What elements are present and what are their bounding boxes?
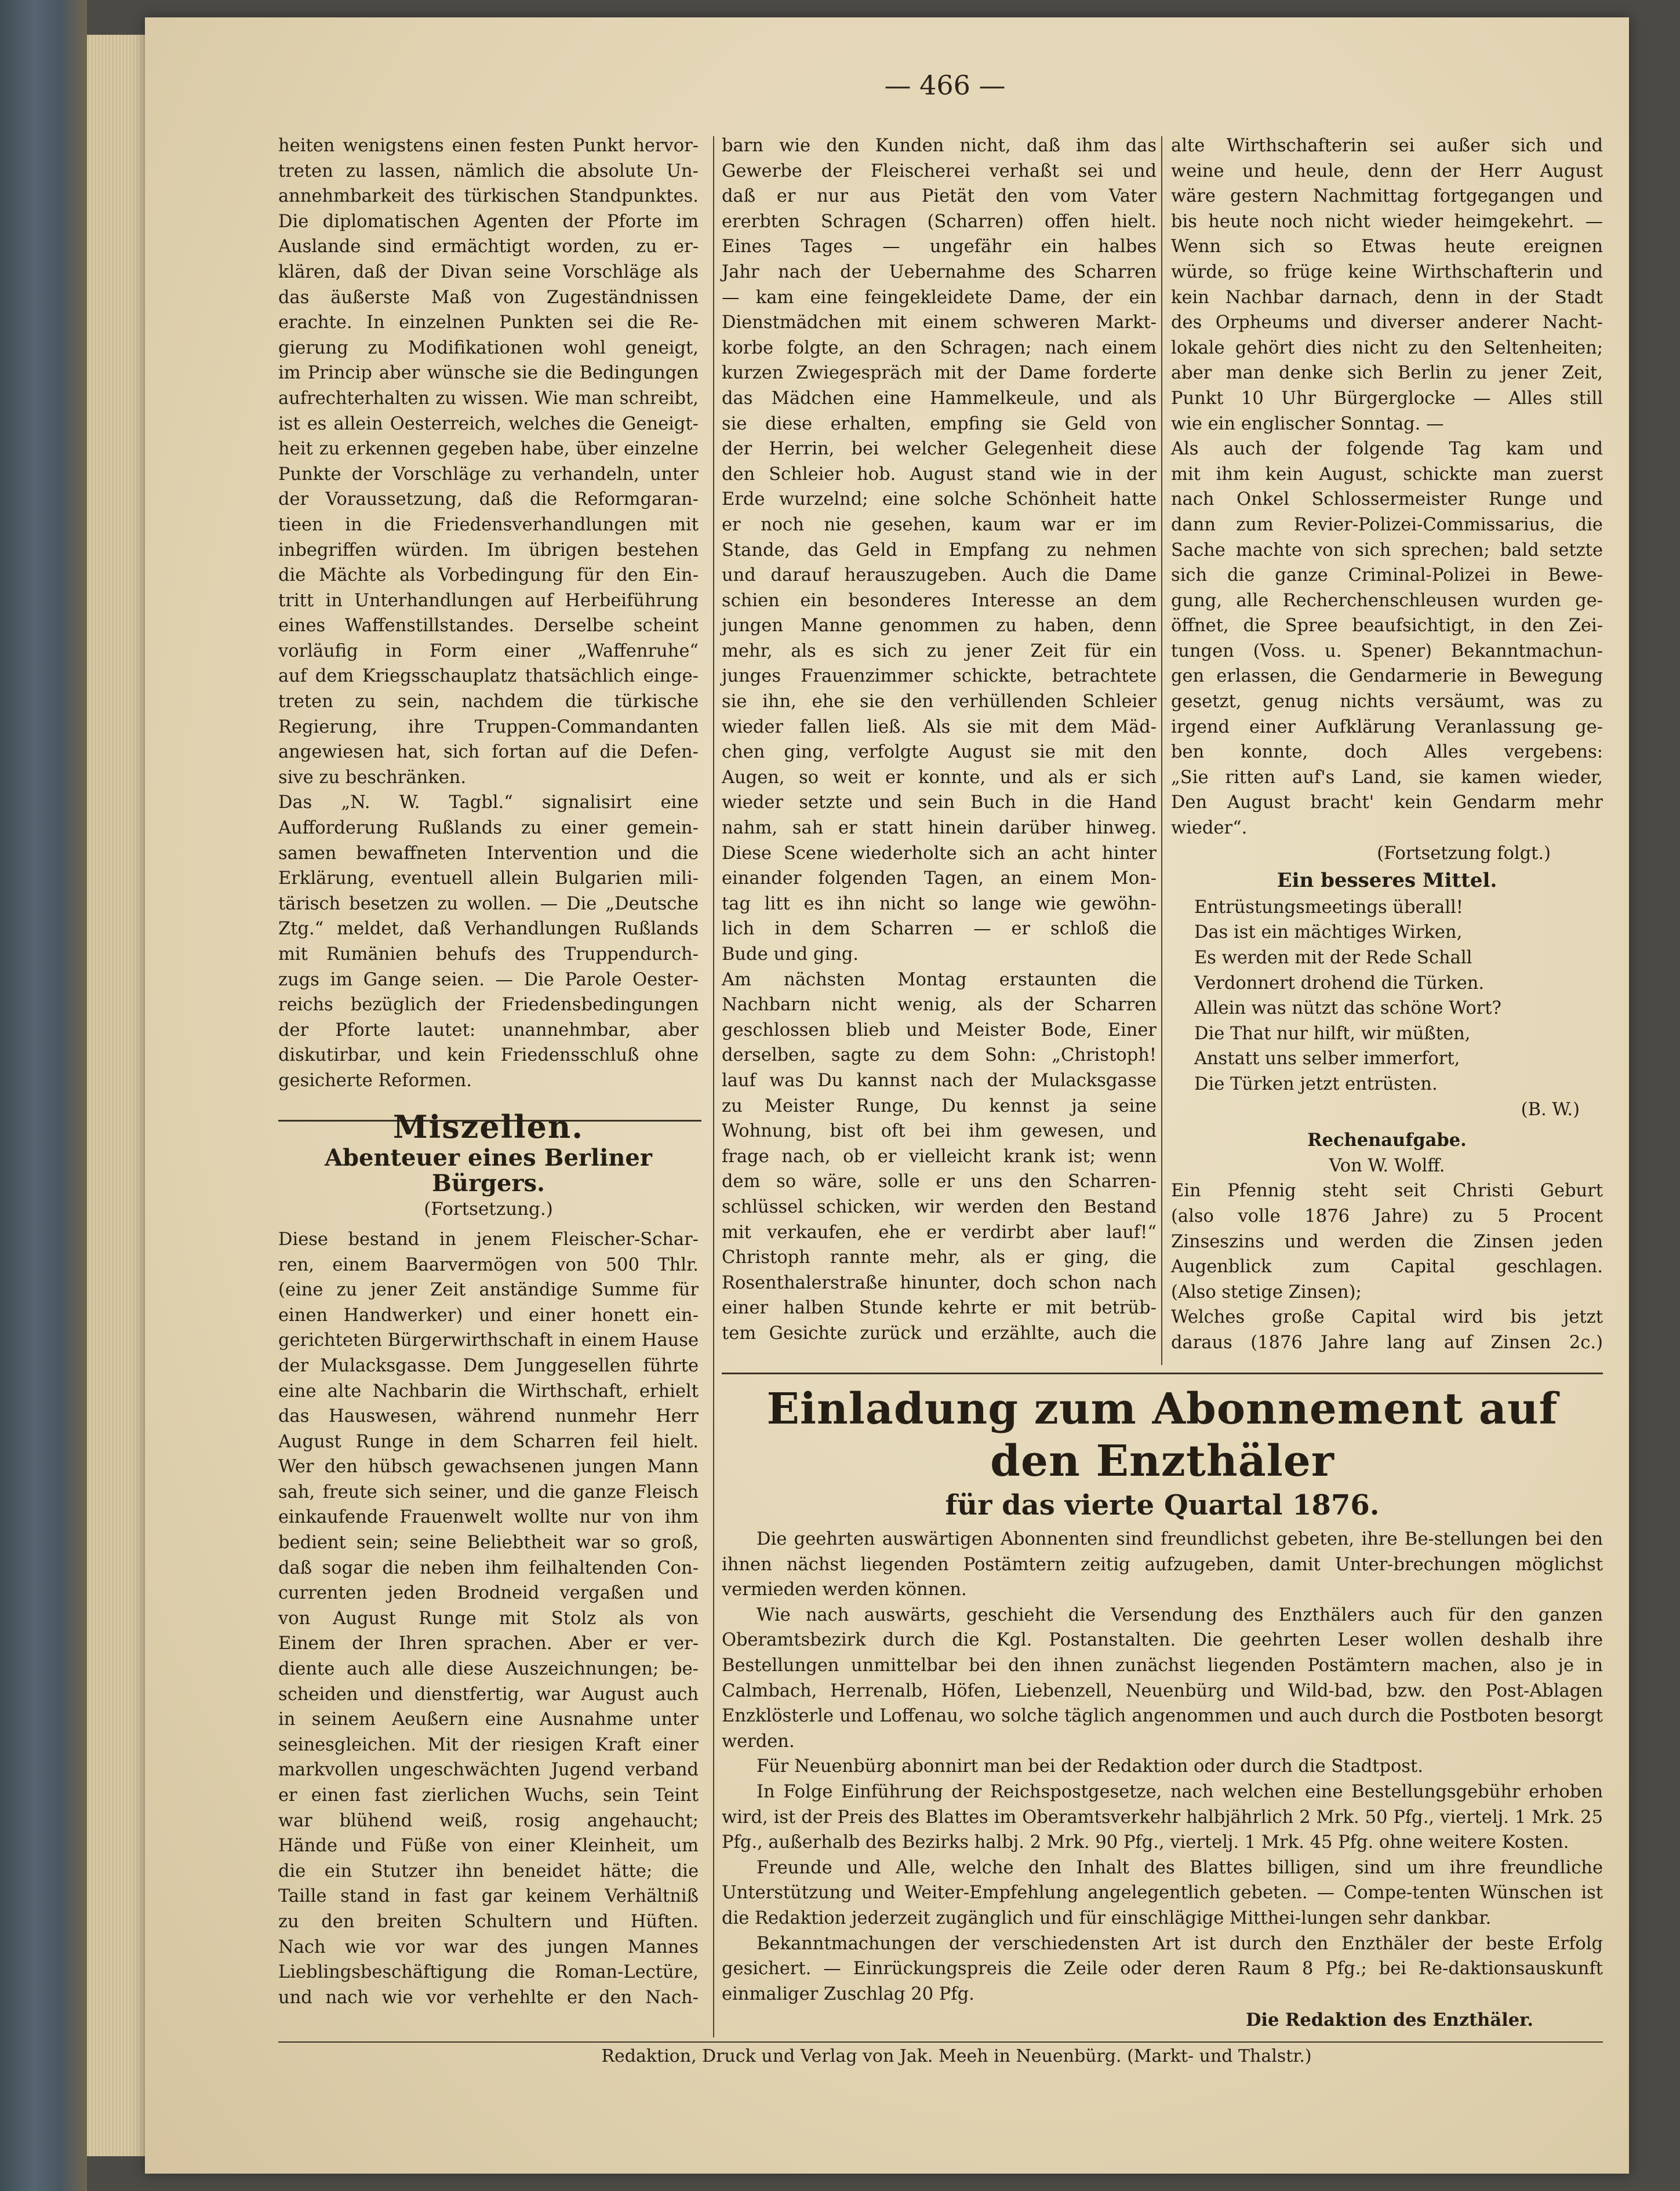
text-line: Das „N. W. Tagbl.“ signalisirt eine xyxy=(278,792,699,813)
text-line: im Princip aber wünsche sie die Bedingungen xyxy=(278,363,699,384)
story-text-end xyxy=(1171,133,1603,841)
text-line: Erde wurzelnd; eine solche Schönheit hatte xyxy=(722,489,1157,510)
text-line: Jahr nach der Uebernahme des Scharren xyxy=(722,261,1157,282)
text-line: lich in dem Scharren — er schloß die xyxy=(722,919,1157,940)
text-line: einen Handwerker) und einer honett ein- xyxy=(278,1305,699,1326)
text-line: Bude und ging. xyxy=(722,944,859,965)
text-line: Eines Tages — ungefähr ein halbes xyxy=(722,236,1157,257)
notice-paragraph: Wie nach auswärts, geschieht die Versendung des Enzthälers auch für den ganzen Oberamtsbezirk durch die Kgl. Postanstalten. Die geehrten Leser wollen deshalb ihre Bestellungen unmittelbar bei den ihnen zunächst liegenden Postämtern machen, also je in Calmbach, Herrenalb, Höfen, Liebenzell, Neuenbürg und Wild-bad, bzw. den Post-Ablagen Enzklösterle und Loffenau, wo solche täglich angenommen und auch durch die Postboten besorgt werden. xyxy=(722,1604,1603,1752)
text-line: tag litt es ihn nicht so lange wie gewöhn- xyxy=(722,893,1157,914)
text-line: gesicherte Reformen. xyxy=(278,1070,472,1091)
notice-subtitle: für das vierte Quartal 1876. xyxy=(945,1489,1380,1522)
text-line: barn wie den Kunden nicht, daß ihm das xyxy=(722,136,1157,156)
text-line: scheiden und dienstfertig, war August auch xyxy=(278,1684,699,1705)
text-line: jungen Manne genommen zu haben, denn xyxy=(722,616,1157,636)
text-line: in seinem Aeußern eine Ausnahme unter xyxy=(278,1709,699,1730)
text-line: Regierung, ihre Truppen-Commandanten xyxy=(278,716,699,737)
text-line: der Herrin, bei welcher Gelegenheit diese xyxy=(722,439,1157,460)
text-line: Punkte der Vorschläge zu verhandeln, unter xyxy=(278,464,699,485)
text-line: alte Wirthschafterin sei außer sich und xyxy=(1171,136,1603,156)
poem-line: Es werden mit der Rede Schall xyxy=(1194,948,1472,968)
notice-title: Einladung zum Abonnement auf den Enzthäler xyxy=(766,1384,1558,1486)
text-line: seinesgleichen. Mit der riesigen Kraft einer xyxy=(278,1734,699,1755)
imprint: Redaktion, Druck und Verlag von Jak. Meeh in Neuenbürg. (Markt- und Thalstr.) xyxy=(601,2046,1312,2066)
story-title: Abenteuer eines Berliner Bürgers. xyxy=(325,1144,652,1197)
story-text-continued xyxy=(722,133,1157,1346)
text-line: der Pforte lautet: unannehmbar, aber xyxy=(278,1020,699,1040)
column-2 xyxy=(722,133,1157,1346)
text-line: heiten wenigstens einen festen Punkt hervor- xyxy=(278,136,699,156)
text-line: der Mulacksgasse. Dem Junggesellen führte xyxy=(278,1355,699,1376)
text-line: Den August bracht' kein Gendarm mehr xyxy=(1171,792,1603,813)
text-line: daß er nur aus Pietät den vom Vater xyxy=(722,186,1157,207)
text-line: eine alte Nachbarin die Wirthschaft, erhielt xyxy=(278,1381,699,1402)
text-line: Welches große Capital wird bis jetzt xyxy=(1171,1307,1603,1328)
text-line: Wenn sich so Etwas heute ereignen xyxy=(1171,236,1603,257)
text-line: und darauf herauszugeben. Auch die Dame xyxy=(722,565,1157,586)
text-line: einkaufende Frauenwelt wollte nur von ihm xyxy=(278,1507,699,1528)
text-line: ben konnte, doch Alles vergebens: xyxy=(1171,742,1603,763)
text-line: von August Runge mit Stolz als von xyxy=(278,1608,699,1629)
text-line: daraus (1876 Jahre lang auf Zinsen 2c.) xyxy=(1171,1332,1603,1353)
text-line: sah, freute sich seiner, und die ganze Fleisch xyxy=(278,1482,699,1502)
footer-divider xyxy=(278,2041,1603,2043)
poem-line: Die That nur hilft, wir müßten, xyxy=(1194,1023,1471,1044)
text-line: ererbten Schragen (Scharren) offen hielt. xyxy=(722,211,1157,232)
text-line: — kam eine feingekleidete Dame, der ein xyxy=(722,287,1157,308)
text-line: nach Onkel Schlossermeister Runge und xyxy=(1171,489,1603,510)
text-line: lauf was Du kannst nach der Mulacksgasse xyxy=(722,1070,1157,1091)
column-3 xyxy=(1171,133,1603,1356)
text-line: inbegriffen würden. Im übrigen bestehen xyxy=(278,540,699,561)
poem-line: Anstatt uns selber immerfort, xyxy=(1194,1049,1460,1069)
text-line: Nachbarn nicht wenig, als der Scharren xyxy=(722,995,1157,1016)
text-line: öffnet, die Spree beaufsichtigt, in den Zei- xyxy=(1171,616,1603,636)
story-text xyxy=(278,1227,699,2010)
poem xyxy=(1171,895,1603,1097)
text-line: geschlossen blieb und Meister Bode, Einer xyxy=(722,1020,1157,1040)
text-line: kein Nachbar darnach, denn in der Stadt xyxy=(1171,287,1603,308)
text-line: Einem der Ihren sprachen. Aber er ver- xyxy=(278,1633,699,1654)
text-line: Diese Scene wiederholte sich an acht hinter xyxy=(722,843,1157,864)
page-number: — 466 — xyxy=(884,70,1006,101)
text-line: daß sogar die neben ihm feilhaltenden Con- xyxy=(278,1557,699,1578)
text-line: wäre gestern Nachmittag fortgegangen und xyxy=(1171,186,1603,207)
column-divider-1 xyxy=(713,136,714,2037)
notice-paragraph: Bekanntmachungen der verschiedensten Art ist durch den Enzthäler der beste Erfolg gesichert. — Einrückungspreis die Zeile oder deren Raum 8 Pfg.; bei Re-daktionsauskunft einmaliger Zuschlag 20 Pfg. xyxy=(722,1933,1603,2004)
text-line: gierung zu Modifikationen wohl geneigt, xyxy=(278,337,699,358)
text-line: treten zu lassen, nämlich die absolute Un- xyxy=(278,161,699,181)
text-line: Rosenthalerstraße hinunter, doch schon nach xyxy=(722,1272,1157,1293)
riddle-title: Rechenaufgabe. xyxy=(1307,1130,1467,1151)
text-line: gesetzt, genug nichts versäumt, was zu xyxy=(1171,691,1603,712)
text-line: und nach wie vor verhehlte er den Nach- xyxy=(278,1987,699,2008)
text-line: tärisch besetzen zu wollen. — Die „Deutsche xyxy=(278,893,699,914)
text-line: das Mädchen eine Hammelkeule, und als xyxy=(722,388,1157,409)
text-line: bedient sein; seine Beliebtheit war so groß, xyxy=(278,1533,699,1553)
text-line: (also volle 1876 Jahre) zu 5 Procent xyxy=(1171,1206,1603,1226)
text-line: weine und heule, denn der Herr August xyxy=(1171,161,1603,181)
text-line: Ein Pfennig steht seit Christi Geburt xyxy=(1171,1181,1603,1202)
text-line: (eine zu jener Zeit anständige Summe für xyxy=(278,1280,699,1301)
text-line: gen erlassen, die Gendarmerie in Bewegung xyxy=(1171,666,1603,687)
text-line: Dienstmädchen mit einem schweren Markt- xyxy=(722,312,1157,333)
book-binding xyxy=(0,0,87,2191)
text-line: sie diese erhalten, empfing sie Geld von xyxy=(722,413,1157,434)
text-line: klären, daß der Divan seine Vorschläge als xyxy=(278,261,699,282)
text-line: reichs bezüglich der Friedensbedingungen xyxy=(278,995,699,1016)
text-line: er einen fast zierlichen Wuchs, sein Teint xyxy=(278,1785,699,1806)
text-line: Sache machte von sich sprechen; bald setzte xyxy=(1171,540,1603,561)
text-line: Gewerbe der Fleischerei verhaßt sei und xyxy=(722,161,1157,181)
politics-article xyxy=(278,133,699,1094)
text-line: aber man denke sich Berlin zu jener Zeit, xyxy=(1171,363,1603,384)
text-line: zugs im Gange seien. — Die Parole Oester- xyxy=(278,969,699,990)
text-line: chen ging, verfolgte August sie mit den xyxy=(722,742,1157,763)
text-line: tieen in die Friedensverhandlungen mit xyxy=(278,514,699,535)
text-line: mit Rumänien behufs des Truppendurch- xyxy=(278,944,699,965)
text-line: Am nächsten Montag erstaunten die xyxy=(722,969,1157,990)
text-line: tungen (Voss. u. Spener) Bekanntmachun- xyxy=(1171,640,1603,661)
text-line: einer halben Stunde kehrte er mit betrüb- xyxy=(722,1298,1157,1319)
poem-signature: (B. W.) xyxy=(1521,1099,1580,1120)
text-line: tem Gesichte zurück und erzählte, auch die xyxy=(722,1323,1157,1344)
text-line: Stande, das Geld in Empfang zu nehmen xyxy=(722,540,1157,561)
text-line: Die diplomatischen Agenten der Pforte im xyxy=(278,211,699,232)
text-line: des Orpheums und diverser anderer Nacht- xyxy=(1171,312,1603,333)
text-line: irgend einer Aufklärung Veranlassung ge- xyxy=(1171,716,1603,737)
section-title: Miszellen. xyxy=(392,1108,584,1145)
text-line: treten zu sein, nachdem die türkische xyxy=(278,691,699,712)
text-line: erachte. In einzelnen Punkten sei die Re- xyxy=(278,312,699,333)
text-line: dann zum Revier-Polizei-Commissarius, die xyxy=(1171,514,1603,535)
text-line: den Schleier hob. August stand wie in der xyxy=(722,464,1157,485)
text-line: auf dem Kriegsschauplatz thatsächlich einge- xyxy=(278,666,699,687)
text-line: Hände und Füße von einer Kleinheit, um xyxy=(278,1836,699,1857)
text-line: mit ihm kein August, schickte man zuerst xyxy=(1171,464,1603,485)
text-line: „Sie ritten auf's Land, sie kamen wieder, xyxy=(1171,767,1603,788)
text-line: Diese bestand in jenem Fleischer-Schar- xyxy=(278,1229,699,1250)
text-line: tritt in Unterhandlungen auf Herbeiführung xyxy=(278,590,699,611)
notice-paragraph: Für Neuenbürg abonnirt man bei der Redaktion oder durch die Stadtpost. xyxy=(757,1756,1424,1777)
column-divider-2 xyxy=(1161,136,1162,1365)
text-line: zu den breiten Schultern und Hüften. xyxy=(278,1911,699,1932)
text-line: sich die ganze Criminal-Polizei in Bewe- xyxy=(1171,565,1603,586)
notice-signature: Die Redaktion des Enzthäler. xyxy=(1245,2010,1533,2031)
text-line: bis heute noch nicht wieder heimgekehrt. — xyxy=(1171,211,1603,232)
text-line: wieder fallen ließ. Als sie mit dem Mäd- xyxy=(722,716,1157,737)
text-line: Taille stand in fast gar keinem Verhältniß xyxy=(278,1886,699,1907)
text-line: markvollen ungeschwächten Jugend verband xyxy=(278,1760,699,1781)
text-line: Augenblick zum Capital geschlagen. xyxy=(1171,1257,1603,1278)
text-line: derselben, sagte zu dem Sohn: „Christoph! xyxy=(722,1045,1157,1066)
text-line: wieder setzte und sein Buch in die Hand xyxy=(722,792,1157,813)
text-line: das Hauswesen, während nunmehr Herr xyxy=(278,1406,699,1427)
text-line: Punkt 10 Uhr Bürgerglocke — Alles still xyxy=(1171,388,1603,409)
poem-line: Verdonnert drohend die Türken. xyxy=(1194,973,1485,993)
text-line: Ztg.“ meldet, daß Verhandlungen Rußlands xyxy=(278,919,699,940)
text-line: Nach wie vor war des jungen Mannes xyxy=(278,1937,699,1957)
text-line: das äußerste Maß von Zugeständnissen xyxy=(278,287,699,308)
notice-paragraph: Die geehrten auswärtigen Abonnenten sind freundlichst gebeten, ihre Be-stellungen bei den ihnen nächst liegenden Postämtern zeitig aufzugeben, damit Unter-brechungen möglichst vermieden werden können. xyxy=(722,1529,1603,1600)
text-line: annehmbarkeit des türkischen Standpunktes. xyxy=(278,186,699,207)
text-line: Christoph rannte mehr, als er ging, die xyxy=(722,1247,1157,1268)
poem-line: Entrüstungsmeetings überall! xyxy=(1194,897,1464,918)
text-line: vorläufig in Form einer „Waffenruhe“ xyxy=(278,640,699,661)
riddle-text xyxy=(1171,1178,1603,1355)
text-line: junges Frauenzimmer schickte, betrachtete xyxy=(722,666,1157,687)
story-continuation: (Fortsetzung.) xyxy=(424,1199,553,1220)
text-line: (Also stetige Zinsen); xyxy=(1171,1282,1362,1302)
text-line: dem so wäre, solle er uns den Scharren- xyxy=(722,1171,1157,1192)
text-line: Erklärung, eventuell allein Bulgarien mili- xyxy=(278,868,699,889)
text-line: zu Meister Runge, Du kennst ja seine xyxy=(722,1096,1157,1116)
text-line: war blühend weiß, rosig angehaucht; xyxy=(278,1810,699,1831)
text-line: sive zu beschränken. xyxy=(278,767,467,788)
text-line: frage nach, ob er vielleicht krank ist; wenn xyxy=(722,1146,1157,1167)
text-line: korbe folgte, an den Schragen; nach einem xyxy=(722,337,1157,358)
text-line: er noch nie gesehen, kaum war er im xyxy=(722,514,1157,535)
text-line: Auslande sind ermächtigt worden, zu er- xyxy=(278,236,699,257)
text-line: schlüssel schicken, wir werden den Bestand xyxy=(722,1196,1157,1217)
text-line: Wohnung, bist oft bei ihm gewesen, und xyxy=(722,1121,1157,1142)
notice-paragraph: In Folge Einführung der Reichspostgesetze, nach welchen eine Bestellungsgebühr erhoben wird, ist der Preis des Blattes im Oberamtsverkehr halbjährlich 2 Mrk. 50 Pfg., viertelj. 1 Mrk. 25 Pfg., außerhalb des Bezirks halbj. 2 Mrk. 90 Pfg., viertelj. 1 Mrk. 45 Pfg. ohne weitere Kosten. xyxy=(722,1781,1603,1853)
text-line: lokale gehört dies nicht zu den Seltenheiten; xyxy=(1171,337,1603,358)
text-line: die Mächte als Vorbedingung für den Ein- xyxy=(278,565,699,586)
poem-line: Die Türken jetzt entrüsten. xyxy=(1194,1073,1438,1094)
text-line: wieder“. xyxy=(1171,818,1248,839)
text-line: heit zu erkennen gegeben habe, über einzelne xyxy=(278,439,699,460)
notice-body xyxy=(722,1527,1603,2007)
text-line: Augen, so weit er konnte, und als er sich xyxy=(722,767,1157,788)
story-to-be-continued: (Fortsetzung folgt.) xyxy=(1377,843,1551,864)
text-line: gerichteten Bürgerwirthschaft in einem Hause xyxy=(278,1330,699,1351)
riddle-author: Von W. Wolff. xyxy=(1329,1155,1445,1176)
text-line: Als auch der folgende Tag kam und xyxy=(1171,439,1603,460)
text-line: sie ihn, ehe sie den verhüllenden Schleier xyxy=(722,691,1157,712)
text-line: schien ein besonderes Interesse an dem xyxy=(722,590,1157,611)
poem-line: Das ist ein mächtiges Wirken, xyxy=(1194,922,1463,943)
text-line: ist es allein Oesterreich, welches die Geneigt- xyxy=(278,413,699,434)
text-line: kurzen Zwiegespräch mit der Dame forderte xyxy=(722,363,1157,384)
subscription-notice xyxy=(722,1378,1603,2033)
text-line: diskutirbar, und kein Friedensschluß ohne xyxy=(278,1045,699,1066)
text-line: August Runge in dem Scharren feil hielt. xyxy=(278,1431,699,1452)
text-line: ren, einem Baarvermögen von 500 Thlr. xyxy=(278,1254,699,1275)
page-stack-edge xyxy=(87,35,151,2156)
text-line: diente auch alle diese Auszeichnungen; be- xyxy=(278,1659,699,1680)
text-line: die ein Stutzer ihn beneidet hätte; die xyxy=(278,1861,699,1881)
text-line: aufrechterhalten zu wissen. Wie man schreibt, xyxy=(278,388,699,409)
notice-divider xyxy=(722,1373,1603,1374)
text-line: Wer den hübsch gewachsenen jungen Mann xyxy=(278,1457,699,1477)
text-line: gung, alle Recherchenschleusen wurden ge- xyxy=(1171,590,1603,611)
text-line: Aufforderung Rußlands zu einer gemein- xyxy=(278,818,699,839)
text-line: würde, so früge keine Wirthschafterin und xyxy=(1171,261,1603,282)
notice-paragraph: Freunde und Alle, welche den Inhalt des Blattes billigen, sind um ihre freundliche Unterstützung und Weiter-Empfehlung angelegentlich gebeten. — Compe-tenten Wünschen ist die Redaktion jederzeit zugänglich und für einschlägige Mitthei-lungen sehr dankbar. xyxy=(722,1857,1603,1928)
poem-line: Allein was nützt das schöne Wort? xyxy=(1194,998,1501,1019)
text-line: angewiesen hat, sich fortan auf die Defen- xyxy=(278,742,699,763)
text-line: mit verkaufen, ehe er verdirbt aber lauf!“ xyxy=(722,1222,1157,1243)
text-line: currenten jeden Brodneid vergaßen und xyxy=(278,1583,699,1604)
text-line: samen bewaffneten Intervention und die xyxy=(278,843,699,864)
text-line: eines Waffenstillstandes. Derselbe scheint xyxy=(278,616,699,636)
text-line: mehr, als es sich zu jener Zeit für ein xyxy=(722,640,1157,661)
poem-title: Ein besseres Mittel. xyxy=(1277,869,1497,893)
text-line: der Voraussetzung, daß die Reformgaran- xyxy=(278,489,699,510)
text-line: Zinseszins und werden die Zinsen jeden xyxy=(1171,1231,1603,1252)
text-line: nahm, sah er statt hinein darüber hinweg. xyxy=(722,818,1157,839)
column-1 xyxy=(278,133,699,2010)
text-line: einander folgenden Tagen, an einem Mon- xyxy=(722,868,1157,889)
text-line: wie ein englischer Sonntag. — xyxy=(1171,413,1444,434)
text-line: Lieblingsbeschäftigung die Roman-Lectüre, xyxy=(278,1962,699,1983)
